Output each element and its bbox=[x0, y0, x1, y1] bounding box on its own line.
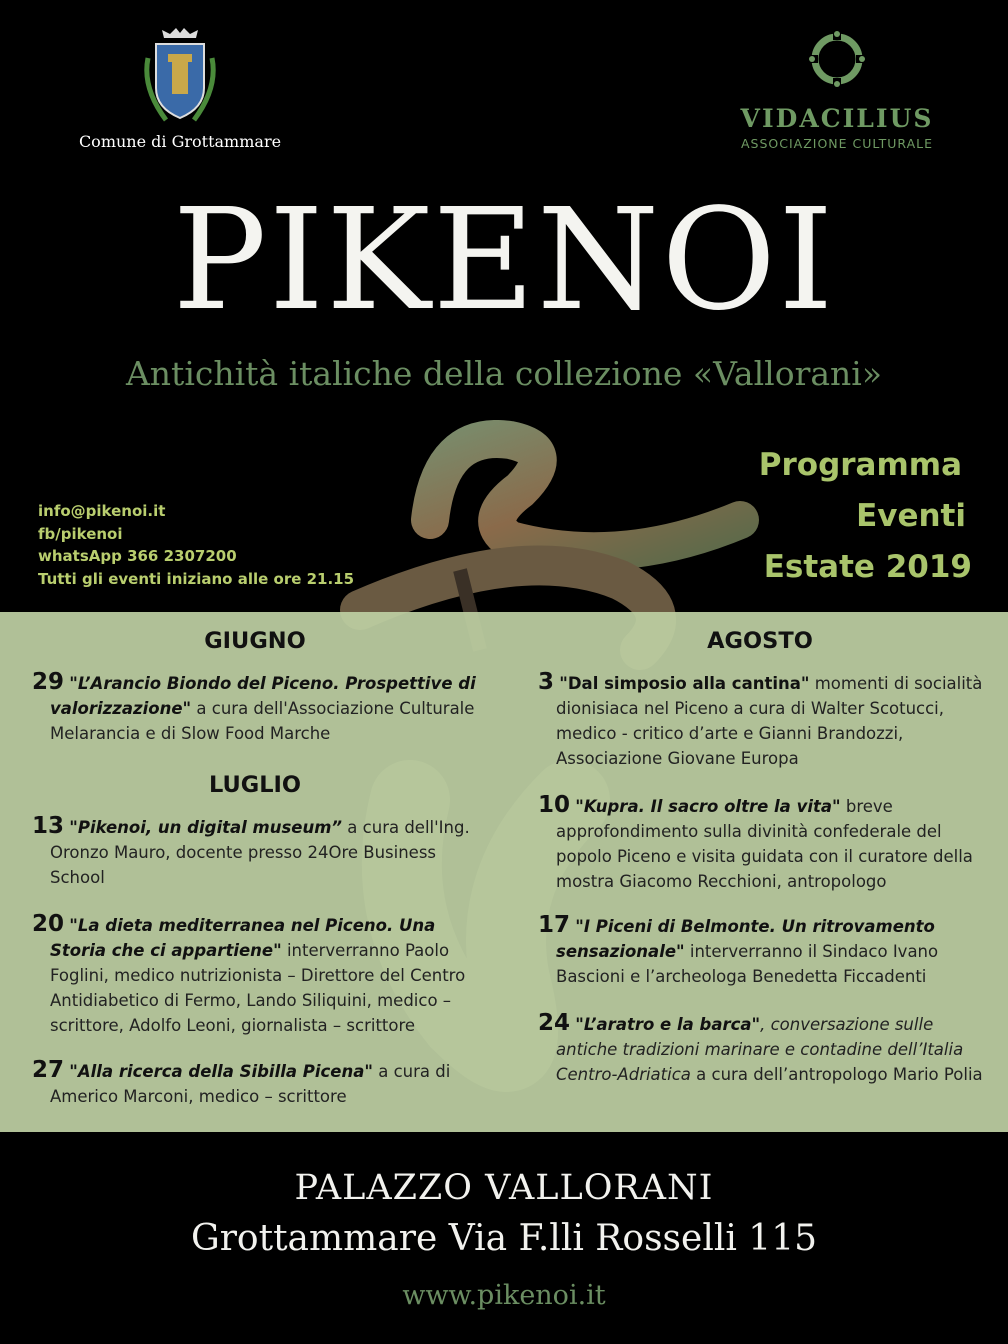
month-luglio: LUGLIO bbox=[208, 772, 302, 798]
start-time-note: Tutti gli eventi iniziano alle ore 21.15 bbox=[38, 569, 355, 588]
contacts-block bbox=[38, 500, 354, 590]
contact-whatsapp: whatsApp 366 2307200 bbox=[38, 547, 237, 565]
event-giugno-29: 29 "L’Arancio Biondo del Piceno. Prospettive di valorizzazione" a cura dell'Associazione Culturale Melarancia e di Slow Food Marche bbox=[32, 669, 476, 743]
contact-email[interactable]: info@pikenoi.it bbox=[38, 502, 166, 520]
venue-name: PALAZZO VALLORANI bbox=[294, 1168, 714, 1208]
comune-coat-of-arms-logo bbox=[142, 28, 218, 124]
comune-label: Comune di Grottammare bbox=[78, 132, 282, 151]
event-luglio-27: 27 "Alla ricerca della Sibilla Picena" a cura di Americo Marconi, medico – scrittore bbox=[32, 1057, 451, 1106]
website-link[interactable]: www.pikenoi.it bbox=[402, 1280, 606, 1311]
association-name: VIDACILIUS bbox=[740, 104, 934, 133]
event-agosto-10: 10 "Kupra. Il sacro oltre la vita" breve approfondimento sulla divinità confederale del popolo Piceno e visita guidata con il curatore della mostra Giacomo Recchioni, antropologo bbox=[538, 792, 973, 891]
contact-facebook[interactable]: fb/pikenoi bbox=[38, 524, 123, 543]
programma-line-3: Estate 2019 bbox=[763, 549, 972, 585]
programma-line-2: Eventi bbox=[856, 498, 966, 534]
event-agosto-24: 24 "L’aratro e la barca", conversazione sulle antiche tradizioni marinare e contadine dell’Italia Centro-Adriatica a cura dell’antropologo Mario Polia bbox=[538, 1010, 983, 1084]
event-luglio-13: 13 "Pikenoi, un digital museum” a cura dell'Ing. Oronzo Mauro, docente presso 24Ore Business School bbox=[32, 813, 470, 887]
vidacilius-ring-logo bbox=[806, 28, 868, 90]
event-agosto-17: 17 "I Piceni di Belmonte. Un ritrovamento sensazionale" interverranno il Sindaco Ivano Bascioni e l’archeologa Benedetta Ficcadenti bbox=[538, 912, 939, 986]
month-agosto: AGOSTO bbox=[707, 628, 813, 654]
event-agosto-3: 3 "Dal simposio alla cantina" momenti di socialità dionisiaca nel Piceno a cura di Walter Scotucci, medico - critico d’arte e Gianni Brandozzi, Associazione Giovane Europa bbox=[538, 669, 983, 768]
poster-subtitle: Antichità italiche della collezione «Vallorani» bbox=[125, 354, 883, 393]
venue-address: Grottammare Via F.lli Rosselli 115 bbox=[190, 1218, 818, 1259]
programma-heading bbox=[730, 440, 990, 593]
association-subtitle: ASSOCIAZIONE CULTURALE bbox=[740, 136, 934, 151]
programma-line-1: Programma bbox=[758, 447, 962, 483]
poster-title: PIKENOI bbox=[172, 179, 836, 342]
event-luglio-20: 20 "La dieta mediterranea nel Piceno. Una Storia che ci appartiene" interverranno Paolo Foglini, medico nutrizionista – Direttore del Centro Antidiabetico di Fermo, Lando Siliquini, medico – scrittore, Adolfo Leoni, giornalista – scrittore bbox=[32, 911, 466, 1035]
month-giugno: GIUGNO bbox=[204, 628, 306, 654]
